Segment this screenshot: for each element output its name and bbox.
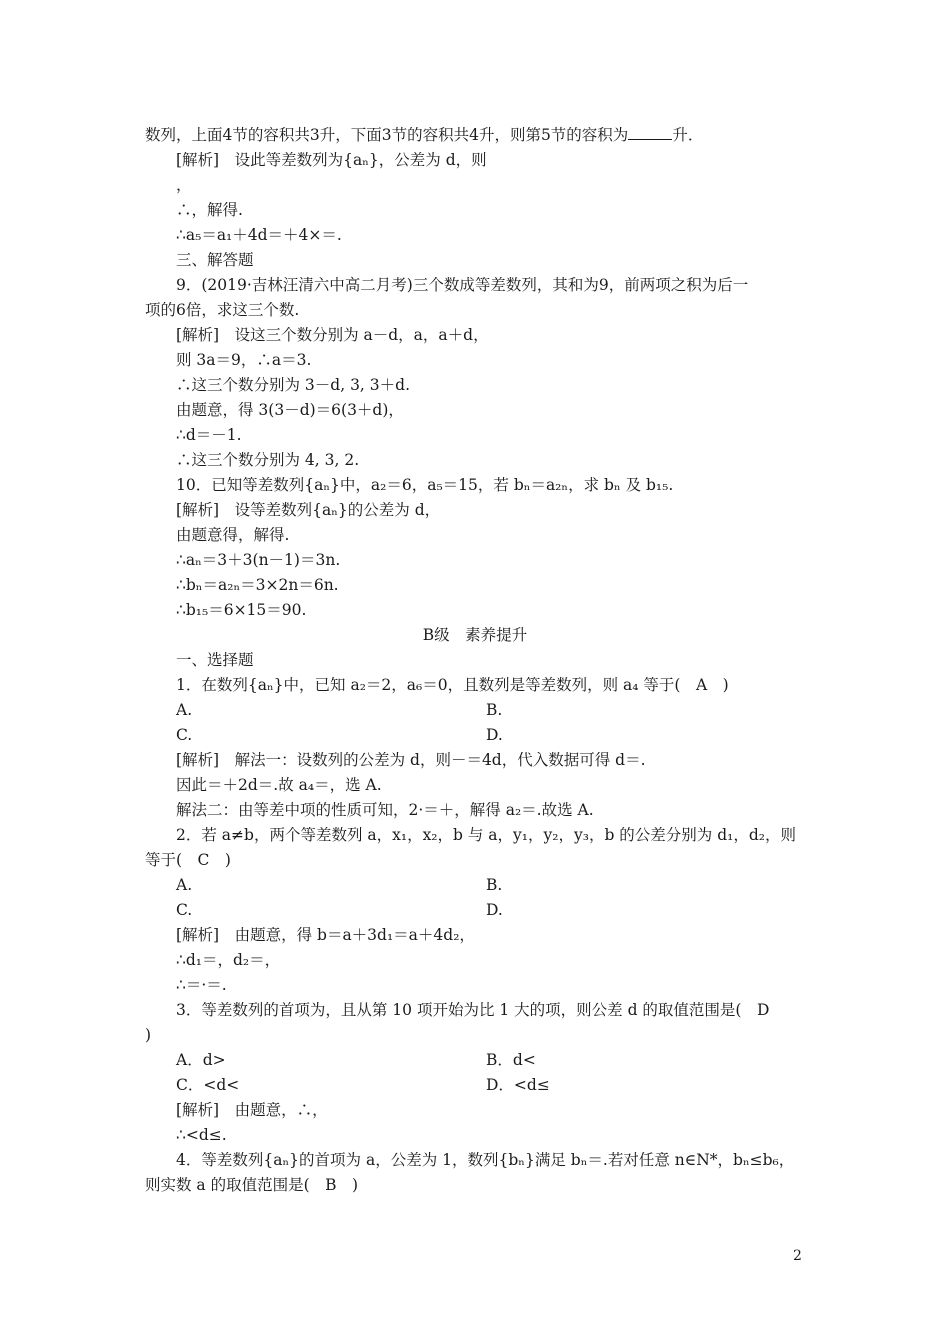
text-line-content: 则 3a＝9，∴a＝3.: [176, 351, 312, 369]
text-line: [176, 799, 594, 821]
text-line: [486, 874, 502, 896]
text-line: [176, 724, 192, 746]
text-line: [486, 699, 502, 721]
text-line-content: 4．等差数列{aₙ}的首项为 a，公差为 1，数列{bₙ}满足 bₙ＝.若对任意 n∈N*，bₙ≤b₆，: [176, 1151, 795, 1169]
text-line: [176, 1149, 794, 1171]
text-line: [486, 1049, 536, 1071]
text-line-content: [解析] 设这三个数分别为 a－d，a，a＋d，: [176, 326, 489, 344]
text-line: [176, 649, 254, 671]
text-line: [145, 1174, 358, 1196]
text-line-content: C.: [176, 726, 193, 744]
text-line: [176, 1124, 227, 1146]
text-line-content: ∴aₙ＝3＋3(n－1)＝3n.: [176, 551, 341, 569]
text-line-content: D．<d≤: [486, 1076, 550, 1094]
text-line: [176, 949, 280, 971]
text-line-content: B．d<: [486, 1051, 536, 1069]
text-line: [486, 724, 503, 746]
text-line: [176, 899, 192, 921]
text-line-content: 9．(2019·吉林汪清六中高二月考)三个数成等差数列，其和为9，前两项之积为后一: [176, 276, 749, 294]
text-line-content: ∴b₁₅＝6×15＝90.: [176, 601, 307, 619]
text-line: [145, 124, 703, 146]
text-line-content: ): [145, 1026, 152, 1044]
text-line: [176, 399, 404, 421]
text-line-content: [解析] 设等差数列{aₙ}的公差为 d，: [176, 501, 441, 519]
text-line-content: [解析] 解法一：设数列的公差为 d，则－＝4d，代入数据可得 d＝.: [176, 751, 646, 769]
text-line-content: ∴<d≤.: [176, 1126, 227, 1144]
text-line-content: ∴，解得.: [176, 201, 243, 219]
text-line: [176, 374, 410, 396]
text-line-content: ∴d₁＝，d₂＝，: [176, 951, 281, 969]
text-line-content: B级 素养提升: [422, 626, 528, 644]
text-line-content: ∴这三个数分别为 3－d, 3, 3＋d.: [176, 376, 410, 394]
text-line-content: 解法二：由等差中项的性质可知，2·＝＋，解得 a₂＝.故选 A.: [176, 801, 594, 819]
text-line-content: B.: [486, 876, 503, 894]
text-line: [176, 199, 243, 221]
text-line: [176, 474, 673, 496]
text-line-content: 1．在数列{aₙ}中，已知 a₂＝2，a₆＝0，且数列是等差数列，则 a₄ 等于( A ): [176, 676, 729, 694]
text-line-content: ∴＝·＝.: [176, 976, 227, 994]
text-line: [176, 974, 227, 996]
text-line-content: ∴a₅＝a₁＋4d＝＋4×＝.: [176, 226, 342, 244]
text-line: [176, 224, 342, 246]
text-line-content: [解析] 设此等差数列为{aₙ}，公差为 d，则: [176, 151, 487, 169]
text-line-content: A．d>: [176, 1051, 226, 1069]
text-line: [486, 1074, 550, 1096]
text-line-content: 因此＝＋2d＝.故 a₄＝，选 A.: [176, 776, 382, 794]
text-line-content: 3．等差数列的首项为，且从第 10 项开始为比 1 大的项，则公差 d 的取值范围是( D: [176, 1001, 770, 1019]
text-line: [176, 999, 769, 1021]
text-line: [145, 1024, 151, 1046]
text-line-content: ，: [176, 176, 192, 194]
answer-blank: [628, 124, 672, 140]
text-line-content: 等于( C ): [145, 851, 231, 869]
text-line-content: ∴bₙ＝a₂ₙ＝3×2n＝6n.: [176, 576, 339, 594]
text-line-content: D.: [486, 901, 503, 919]
text-line-content: [解析] 由题意，∴，: [176, 1101, 328, 1119]
text-line-content: 三、解答题: [176, 251, 254, 269]
text-line: [486, 899, 503, 921]
text-line-content: C．<d<: [176, 1076, 240, 1094]
text-line: [176, 449, 359, 471]
text-line: [176, 499, 440, 521]
text-line-content: 由题意，得 3(3－d)＝6(3＋d)，: [176, 401, 404, 419]
text-line-content: D.: [486, 726, 503, 744]
text-line: [145, 299, 299, 321]
text-line: [176, 1099, 328, 1121]
text-line: [176, 749, 646, 771]
text-line-content: A.: [176, 701, 193, 719]
text-line: [176, 874, 192, 896]
text-line-content: B.: [486, 701, 503, 719]
page-number: 2: [793, 1248, 802, 1264]
text-line-content: 2．若 a≠b，两个等差数列 a，x₁，x₂，b 与 a，y₁，y₂，y₃，b 的公差分别为 d₁，d₂，则: [176, 826, 796, 844]
text-line: [176, 699, 192, 721]
text-line: [176, 149, 487, 171]
text-line: [176, 824, 796, 846]
text-line-content: ∴d＝－1.: [176, 426, 242, 444]
text-line-content: 项的6倍，求这三个数.: [145, 301, 300, 319]
text-line: [176, 774, 382, 796]
text-line-content: A.: [176, 876, 193, 894]
text-line-suffix: 升．: [672, 126, 704, 144]
text-line-content: 10．已知等差数列{aₙ}中，a₂＝6，a₅＝15，若 bₙ＝a₂ₙ，求 bₙ 及 b₁₅.: [176, 476, 674, 494]
text-line-content: 数列，上面4节的容积共3升，下面3节的容积共4升，则第5节的容积为: [145, 126, 629, 144]
text-line: [0, 624, 950, 646]
text-line-content: ∴这三个数分别为 4, 3, 2.: [176, 451, 360, 469]
text-line: [176, 1049, 226, 1071]
text-line-content: [解析] 由题意，得 b＝a＋3d₁＝a＋4d₂，: [176, 926, 475, 944]
text-line-content: 一、选择题: [176, 651, 254, 669]
text-line-content: 则实数 a 的取值范围是( B ): [145, 1176, 359, 1194]
text-line: [176, 249, 254, 271]
text-line: [176, 1074, 239, 1096]
text-line: [176, 349, 311, 371]
text-line: [176, 599, 306, 621]
text-line: [176, 924, 475, 946]
text-line: [176, 174, 192, 196]
text-line: [176, 424, 242, 446]
text-line: [176, 324, 489, 346]
text-line: [176, 524, 289, 546]
text-line-content: 由题意得，解得.: [176, 526, 290, 544]
text-line: [176, 574, 339, 596]
text-line: [176, 674, 729, 696]
text-line: [176, 274, 748, 296]
text-line-content: C.: [176, 901, 193, 919]
text-line: [176, 549, 340, 571]
text-line: [145, 849, 231, 871]
